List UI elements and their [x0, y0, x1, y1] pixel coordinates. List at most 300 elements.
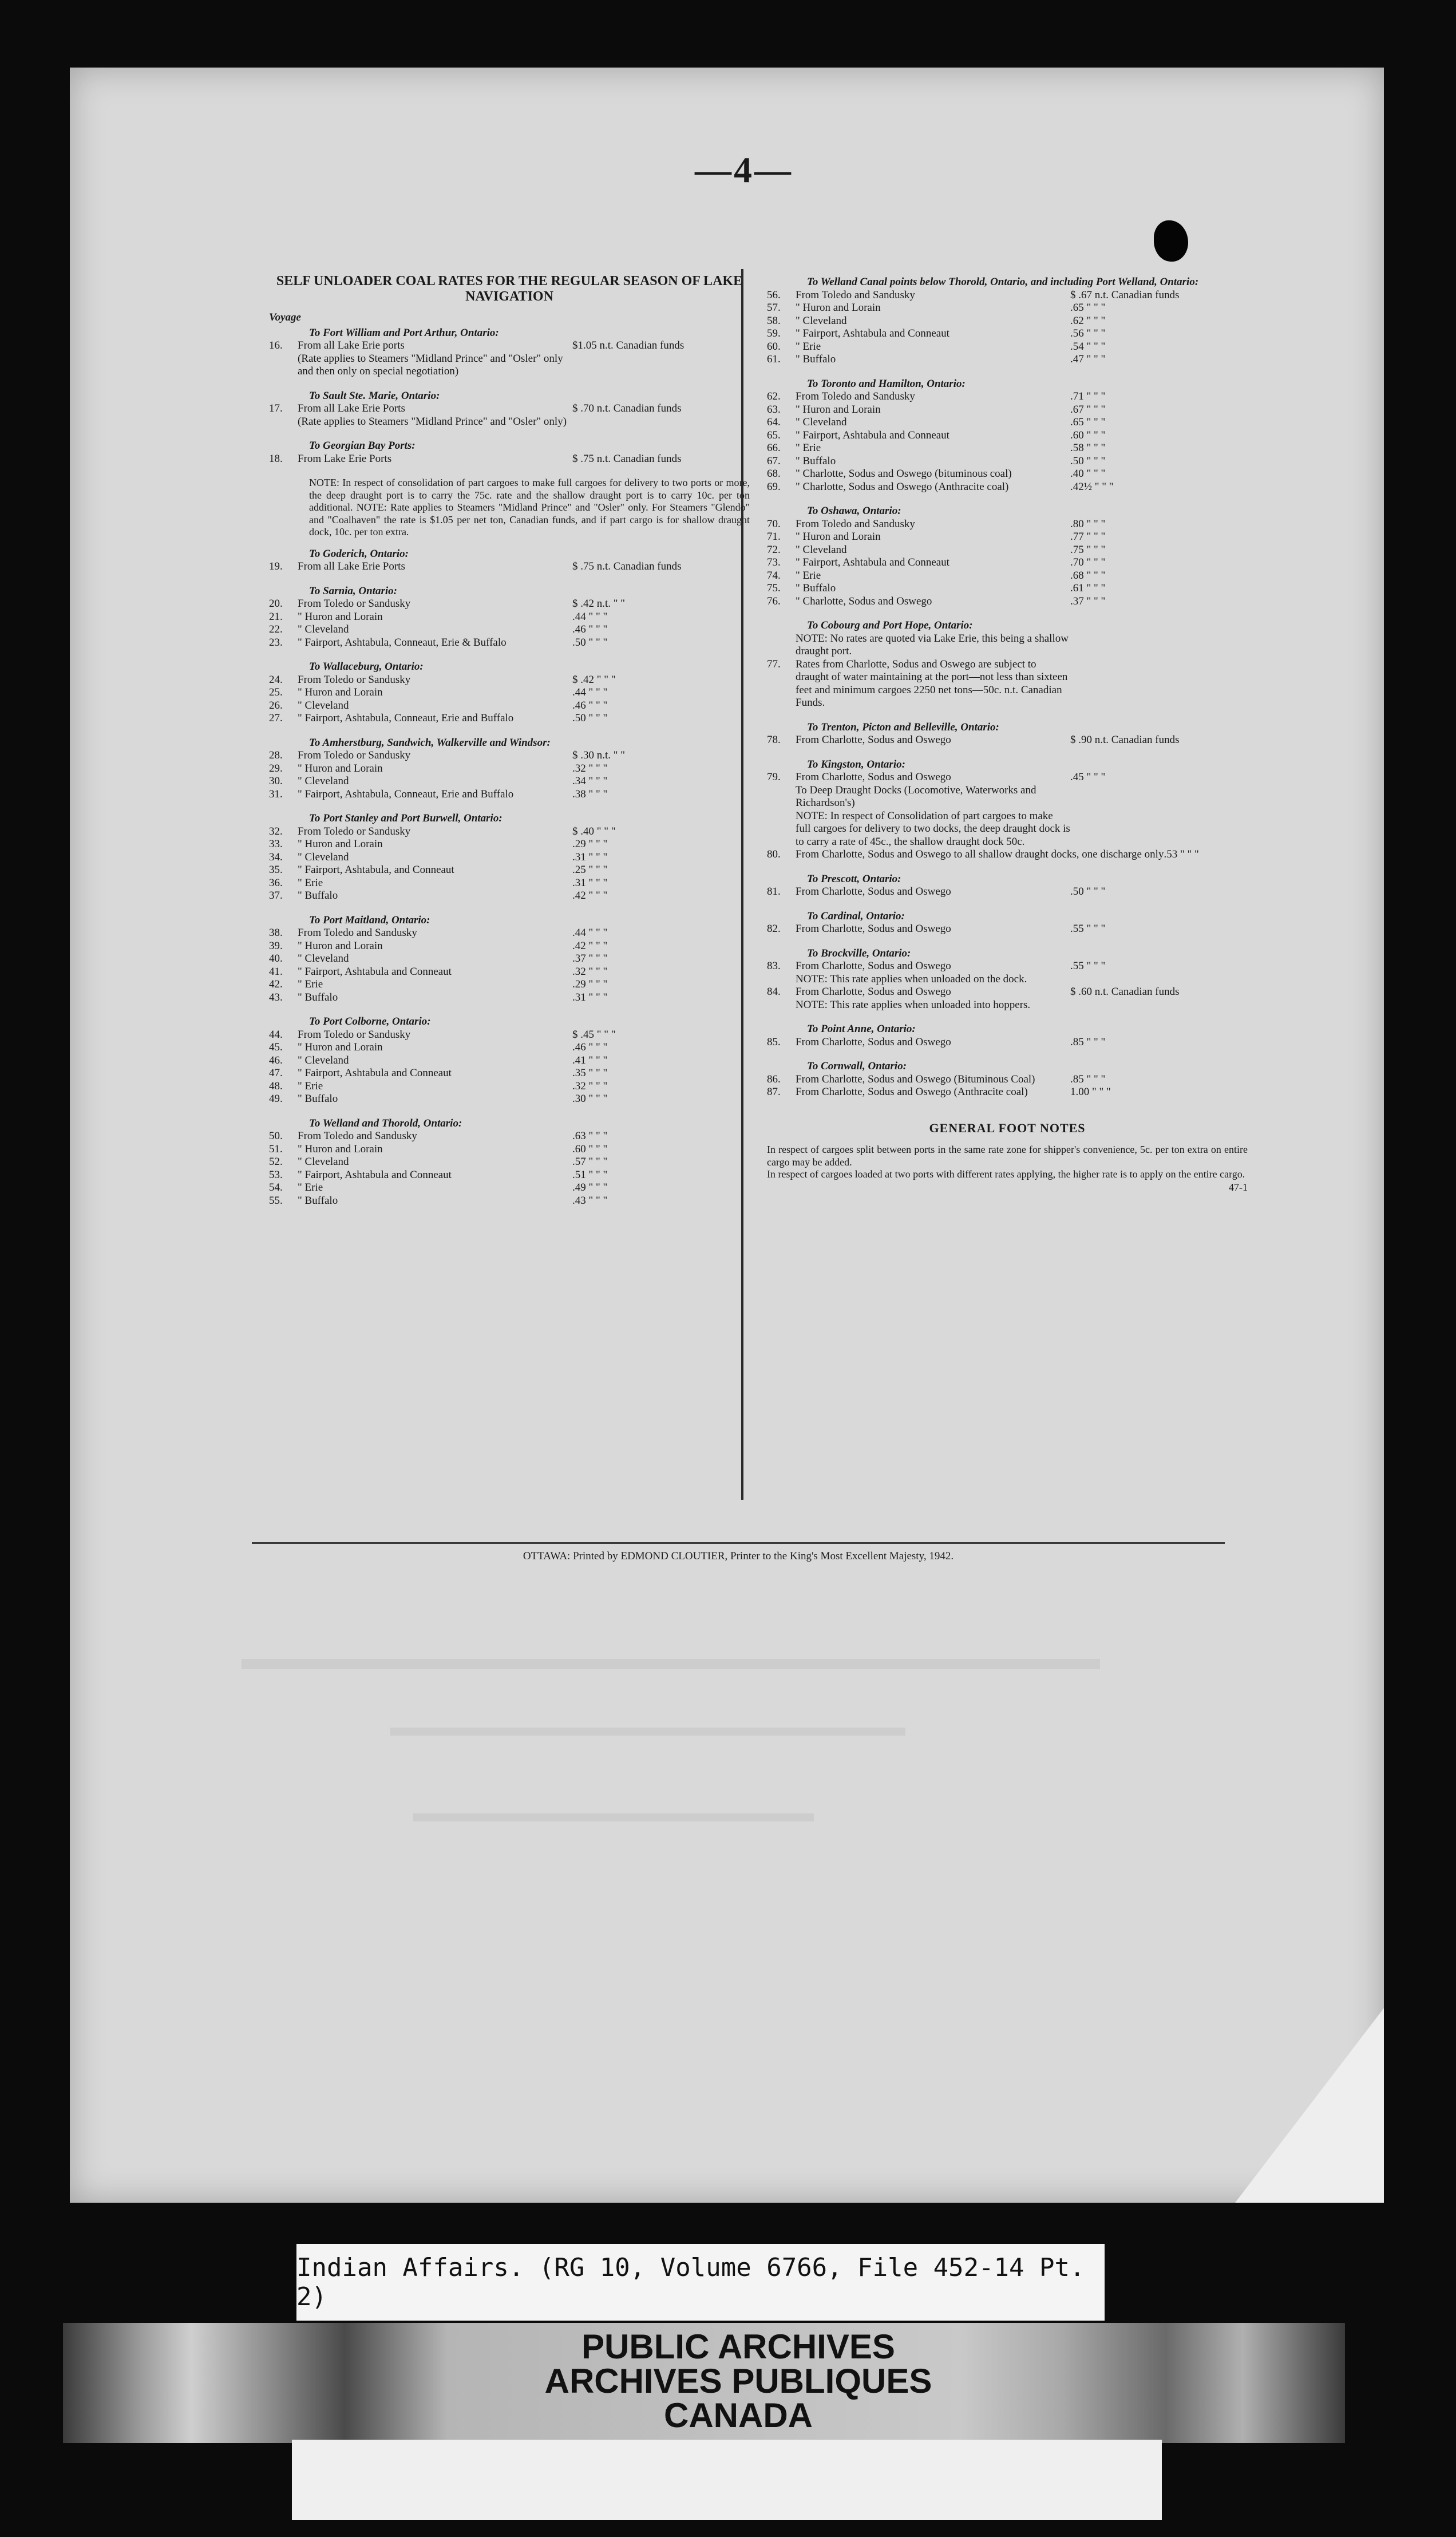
- rate-number: 60.: [767, 340, 781, 353]
- rate-section: [767, 758, 1248, 862]
- rate-row: [269, 686, 750, 700]
- rate-section: [767, 1060, 1248, 1099]
- rate-section: [767, 1023, 1248, 1049]
- rate-value: .44 " " ": [572, 927, 608, 939]
- rate-value: .67 " " ": [1070, 403, 1106, 416]
- rate-value: .44 " " ": [572, 610, 608, 623]
- rate-row: [767, 556, 1248, 570]
- rate-number: 46.: [269, 1054, 283, 1066]
- rate-value: [1070, 973, 1248, 986]
- rate-route: " Fairport, Ashtabula and Conneaut: [796, 556, 949, 568]
- rate-row: [269, 838, 750, 851]
- section-heading: To Cardinal, Ontario:: [807, 910, 905, 922]
- section-heading: To Goderich, Ontario:: [309, 547, 409, 560]
- rate-route: " Cleveland: [796, 314, 847, 327]
- rate-value: .60 " " ": [1070, 429, 1106, 441]
- rate-route: " Cleveland: [298, 623, 349, 635]
- rate-number: 32.: [269, 825, 283, 837]
- rate-row: [767, 302, 1248, 315]
- rate-value: .32 " " ": [572, 762, 608, 774]
- rate-value: $ .75 n.t. Canadian funds: [572, 560, 682, 572]
- rate-route: From Toledo and Sandusky: [796, 289, 915, 301]
- rate-route: NOTE: In respect of Consolidation of part cargoes to make full cargoes for delivery to two docks, the deep draught dock is to carry a rate of 45c., the shallow draught dock 50c.: [796, 809, 1070, 848]
- stamp-line-3: CANADA: [664, 2396, 813, 2435]
- rate-row: [269, 353, 750, 378]
- rate-number: 51.: [269, 1143, 283, 1155]
- rate-number: 87.: [767, 1086, 781, 1098]
- rate-route: From Charlotte, Sodus and Oswego: [796, 986, 951, 998]
- rate-number: 69.: [767, 480, 781, 493]
- rate-number: 30.: [269, 775, 283, 787]
- rate-number: 18.: [269, 452, 283, 465]
- rate-value: .31 " " ": [572, 851, 608, 863]
- rate-row: [269, 788, 750, 801]
- rate-number: 72.: [767, 543, 781, 556]
- rate-value: .57 " " ": [572, 1156, 608, 1168]
- rate-value: $ .70 n.t. Canadian funds: [572, 402, 682, 414]
- foot-note-1: In respect of cargoes split between ports in the same rate zone for shipper's convenience, 5c. per ton extra on entire cargo may be added.: [767, 1144, 1248, 1168]
- rate-route: " Huron and Lorain: [298, 610, 383, 623]
- rate-row: [269, 775, 750, 788]
- rate-number: 86.: [767, 1073, 781, 1085]
- rate-section: [269, 812, 750, 903]
- rate-number: 67.: [767, 455, 781, 467]
- section-heading: To Cornwall, Ontario:: [807, 1060, 907, 1072]
- rate-route: NOTE: No rates are quoted via Lake Erie, this being a shallow draught port.: [796, 632, 1069, 657]
- rate-number: 47.: [269, 1067, 283, 1079]
- rate-route: From Charlotte, Sodus and Oswego: [796, 886, 951, 898]
- rate-section: [767, 619, 1248, 710]
- rate-route: (Rate applies to Steamers "Midland Prince" and "Osler" only): [298, 415, 567, 428]
- rate-route: " Fairport, Ashtabula and Conneaut: [796, 429, 949, 441]
- rate-row: [767, 289, 1248, 302]
- section-heading: To Port Colborne, Ontario:: [309, 1015, 431, 1028]
- rate-route: " Cleveland: [298, 1156, 349, 1168]
- rate-value: $ .40 " " ": [572, 825, 616, 837]
- rate-value: .42 " " ": [572, 890, 608, 902]
- rate-route: From Toledo and Sandusky: [796, 517, 915, 530]
- rate-section: [269, 585, 750, 650]
- rate-route: From Charlotte, Sodus and Oswego (Bituminous Coal): [796, 1073, 1035, 1085]
- rate-number: 31.: [269, 788, 283, 800]
- rate-route: " Cleveland: [796, 416, 847, 428]
- rate-value: .37 " " ": [572, 953, 608, 965]
- rate-route: " Fairport, Ashtabula and Conneaut: [298, 965, 452, 978]
- rate-value: .85 " " ": [1070, 1036, 1106, 1048]
- rate-row: [767, 531, 1248, 544]
- rate-number: 34.: [269, 851, 283, 863]
- rate-number: [269, 353, 298, 378]
- left-rate-sections: [269, 327, 750, 1208]
- rate-row: [767, 923, 1248, 936]
- rate-route: " Fairport, Ashtabula and Conneaut: [298, 1168, 452, 1181]
- rate-value: .46 " " ": [572, 699, 608, 712]
- rate-route: " Huron and Lorain: [298, 1041, 383, 1053]
- rate-number: 65.: [767, 429, 781, 441]
- rate-value: .50 " " ": [1070, 886, 1106, 898]
- rate-section: [767, 276, 1248, 366]
- rate-number: 42.: [269, 978, 283, 990]
- rate-route: " Cleveland: [298, 1054, 349, 1066]
- rate-value: .60 " " ": [572, 1143, 608, 1155]
- rate-row: [767, 404, 1248, 417]
- rate-value: .32 " " ": [572, 965, 608, 978]
- rate-section: [767, 910, 1248, 936]
- rate-number: 28.: [269, 749, 283, 761]
- section-heading: To Oshawa, Ontario:: [807, 505, 901, 517]
- rate-value: .40 " " ": [1070, 468, 1106, 480]
- rate-row: [269, 560, 750, 574]
- rate-number: 80.: [767, 848, 781, 860]
- rate-route: " Huron and Lorain: [298, 1143, 383, 1155]
- rate-section: [269, 1015, 750, 1106]
- rate-value: .55 " " ": [1070, 923, 1106, 935]
- rate-row: [767, 734, 1248, 747]
- rate-route: From all Lake Erie ports: [298, 339, 405, 351]
- rate-value: [1070, 810, 1248, 849]
- rate-row: [269, 749, 750, 762]
- rate-value: $ .30 n.t. " ": [572, 749, 626, 761]
- rate-number: [767, 973, 796, 986]
- rate-route: " Erie: [298, 1181, 323, 1194]
- rate-number: 79.: [767, 771, 781, 783]
- rate-value: .25 " " ": [572, 864, 608, 876]
- rate-row: [269, 1143, 750, 1156]
- rate-value: .53 " " ": [1164, 848, 1199, 860]
- rate-value: .34 " " ": [572, 775, 608, 787]
- rate-number: 26.: [269, 699, 283, 712]
- rate-row: [269, 890, 750, 903]
- footer-rule: [252, 1542, 1225, 1544]
- rate-row: [269, 1169, 750, 1182]
- rate-route: " Huron and Lorain: [298, 939, 383, 952]
- rate-section: [269, 914, 750, 1005]
- rate-value: .43 " " ": [572, 1194, 608, 1207]
- rate-route: " Charlotte, Sodus and Oswego (Anthracite coal): [796, 480, 1009, 493]
- rate-route: NOTE: This rate applies when unloaded on the dock.: [796, 973, 1027, 985]
- rate-row: [767, 771, 1248, 784]
- rate-value: .37 " " ": [1070, 595, 1106, 607]
- rate-value: .50 " " ": [572, 636, 608, 649]
- rate-row: [269, 864, 750, 877]
- rate-value: .45 " " ": [1070, 771, 1106, 783]
- section-heading: To Trenton, Picton and Belleville, Ontario:: [807, 721, 999, 733]
- page-fold-corner: [1235, 2008, 1384, 2203]
- archive-citation-label: Indian Affairs. (RG 10, Volume 6766, File 452-14 Pt. 2): [296, 2244, 1105, 2321]
- page-number: —4—: [695, 149, 793, 190]
- section-heading: To Sault Ste. Marie, Ontario:: [309, 389, 440, 402]
- rate-value: $ .42 " " ": [572, 673, 616, 686]
- rate-row: [269, 1195, 750, 1208]
- rate-row: [767, 999, 1248, 1012]
- section-heading: To Prescott, Ontario:: [807, 872, 901, 885]
- rate-route: " Huron and Lorain: [298, 838, 383, 850]
- rate-row: [767, 658, 1248, 710]
- rate-row: [767, 341, 1248, 354]
- rate-route: From Lake Erie Ports: [298, 452, 392, 465]
- rate-value: $ .67 n.t. Canadian funds: [1070, 289, 1180, 301]
- right-rate-sections: [767, 276, 1248, 1099]
- rate-value: .56 " " ": [1070, 327, 1106, 339]
- rate-route: " Cleveland: [298, 953, 349, 965]
- rate-row: [269, 877, 750, 890]
- rate-route: From all Lake Erie Ports: [298, 560, 405, 572]
- rate-number: 50.: [269, 1130, 283, 1142]
- rate-row: [269, 978, 750, 991]
- voyage-label: Voyage: [269, 311, 301, 323]
- rate-row: [767, 886, 1248, 899]
- rate-number: 54.: [269, 1181, 283, 1194]
- section-heading: To Amherstburg, Sandwich, Walkerville and Windsor:: [309, 736, 551, 749]
- rate-row: [767, 315, 1248, 328]
- section-heading: To Fort William and Port Arthur, Ontario:: [309, 326, 499, 339]
- rate-row: [269, 953, 750, 966]
- rate-row: [269, 825, 750, 839]
- right-column: [767, 276, 1248, 1194]
- stamp-line-2: ARCHIVES PUBLIQUES: [544, 2362, 932, 2400]
- rate-value: .42½ " " ": [1070, 480, 1114, 493]
- left-column: [269, 274, 750, 1219]
- rate-row: [767, 1073, 1248, 1086]
- rate-value: .70 " " ": [1070, 556, 1106, 568]
- rate-number: 21.: [269, 610, 283, 623]
- rate-route: " Erie: [796, 340, 821, 353]
- rate-section: [269, 440, 750, 465]
- rate-route: " Buffalo: [298, 991, 338, 1003]
- rate-number: 45.: [269, 1041, 283, 1053]
- section-heading: To Welland and Thorold, Ontario:: [309, 1117, 462, 1129]
- rate-value: .46 " " ": [572, 623, 608, 635]
- rate-row: [269, 1041, 750, 1054]
- rate-value: .32 " " ": [572, 1080, 608, 1092]
- rate-row: [269, 453, 750, 466]
- rate-route: From Toledo or Sandusky: [298, 825, 411, 837]
- rate-row: [269, 1029, 750, 1042]
- rate-number: 33.: [269, 838, 283, 850]
- section-heading: To Georgian Bay Ports:: [309, 440, 416, 452]
- rate-number: 58.: [767, 314, 781, 327]
- rate-value: .62 " " ": [1070, 314, 1106, 327]
- rate-route: From Toledo or Sandusky: [298, 1028, 411, 1041]
- rate-row: [767, 468, 1248, 481]
- rate-number: 78.: [767, 734, 781, 746]
- rate-row: [767, 1086, 1248, 1099]
- rate-value: .29 " " ": [572, 978, 608, 990]
- rate-row: [767, 595, 1248, 608]
- rate-row: [269, 700, 750, 713]
- rate-number: 36.: [269, 876, 283, 889]
- rate-row: [767, 986, 1248, 999]
- rate-route: From Charlotte, Sodus and Oswego (Anthracite coal): [796, 1086, 1028, 1098]
- rate-value: .71 " " ": [1070, 390, 1106, 402]
- rate-row: [767, 973, 1248, 986]
- rate-route: " Buffalo: [796, 582, 836, 594]
- rate-number: 35.: [269, 864, 283, 876]
- rate-value: .61 " " ": [1070, 582, 1106, 594]
- archives-stamp: [395, 2324, 1082, 2439]
- rate-route: " Buffalo: [298, 1194, 338, 1207]
- rate-row: [269, 1130, 750, 1143]
- section-heading: To Welland Canal points below Thorold, Ontario, and including Port Welland, Ontario:: [807, 276, 1199, 288]
- rate-row: [269, 611, 750, 624]
- rate-value: .31 " " ": [572, 876, 608, 889]
- rate-value: .65 " " ": [1070, 416, 1106, 428]
- rate-number: 16.: [269, 339, 283, 351]
- rate-route: " Huron and Lorain: [298, 762, 383, 774]
- rate-number: [269, 416, 298, 429]
- rate-number: [767, 810, 796, 849]
- rate-value: [572, 353, 750, 378]
- rate-route: From Toledo and Sandusky: [298, 927, 417, 939]
- rate-number: 49.: [269, 1093, 283, 1105]
- rate-value: [572, 416, 750, 429]
- rate-route: " Huron and Lorain: [796, 403, 881, 416]
- rate-number: 66.: [767, 442, 781, 454]
- rate-number: [767, 784, 796, 810]
- rate-number: 17.: [269, 402, 283, 414]
- rate-number: 27.: [269, 712, 283, 724]
- rate-route: " Buffalo: [298, 1093, 338, 1105]
- form-number: 47-1: [1229, 1181, 1248, 1193]
- rate-number: 62.: [767, 390, 781, 402]
- rate-route: " Fairport, Ashtabula, Conneaut, Erie & Buffalo: [298, 636, 507, 649]
- rate-route: Rates from Charlotte, Sodus and Oswego are subject to draught of water maintaining at the port—not less than sixteen feet and minimum cargoes 2250 net tons—50c. n.t. Canadian Funds.: [796, 658, 1068, 709]
- rate-route: From Charlotte, Sodus and Oswego: [796, 734, 951, 746]
- rate-number: 24.: [269, 673, 283, 686]
- section-heading: To Toronto and Hamilton, Ontario:: [807, 377, 966, 390]
- rate-value: $1.05 n.t. Canadian funds: [572, 339, 685, 351]
- rate-row: [269, 598, 750, 611]
- page-title: SELF UNLOADER COAL RATES FOR THE REGULAR SEASON OF LAKE NAVIGATION: [276, 274, 743, 304]
- rate-section: [269, 327, 750, 378]
- rate-route: " Cleveland: [796, 543, 847, 556]
- rate-row: [767, 960, 1248, 973]
- rate-value: .42 " " ": [572, 939, 608, 952]
- rate-route: " Erie: [796, 569, 821, 582]
- rate-number: 64.: [767, 416, 781, 428]
- rate-route: From Charlotte, Sodus and Oswego to all shallow draught docks, one discharge only: [796, 848, 1164, 860]
- rate-route: " Huron and Lorain: [796, 531, 881, 543]
- rate-section: [767, 505, 1248, 608]
- rate-section: [269, 548, 750, 574]
- rate-row: [767, 455, 1248, 468]
- section-heading: To Cobourg and Port Hope, Ontario:: [807, 619, 973, 631]
- rate-row: [269, 637, 750, 650]
- rate-row: [269, 991, 750, 1005]
- rate-number: 81.: [767, 886, 781, 898]
- rate-row: [269, 402, 750, 416]
- rate-section: [767, 873, 1248, 899]
- rate-value: .68 " " ": [1070, 569, 1106, 582]
- section-heading: To Port Maitland, Ontario:: [309, 914, 430, 926]
- rate-route: From Toledo or Sandusky: [298, 598, 411, 610]
- rate-value: .46 " " ": [572, 1041, 608, 1053]
- section-heading: To Point Anne, Ontario:: [807, 1023, 916, 1035]
- rate-number: 52.: [269, 1156, 283, 1168]
- rate-value: $ .90 n.t. Canadian funds: [1070, 734, 1180, 746]
- rate-value: .85 " " ": [1070, 1073, 1106, 1085]
- rate-row: [269, 339, 750, 353]
- rate-route: From all Lake Erie Ports: [298, 402, 405, 414]
- rate-route: " Fairport, Ashtabula and Conneaut: [298, 1067, 452, 1079]
- rate-number: 73.: [767, 556, 781, 568]
- rate-number: 57.: [767, 302, 781, 314]
- rate-row: [767, 582, 1248, 595]
- rate-row: [767, 390, 1248, 404]
- bleed-through-line: [242, 1659, 1100, 1669]
- rate-number: 71.: [767, 531, 781, 543]
- rate-section: [269, 661, 750, 725]
- rate-number: [767, 999, 796, 1012]
- rate-route: " Erie: [298, 876, 323, 889]
- rate-number: 74.: [767, 569, 781, 582]
- stamp-line-1: PUBLIC ARCHIVES: [581, 2327, 895, 2366]
- section-heading: To Port Stanley and Port Burwell, Ontario:: [309, 812, 503, 824]
- rate-row: [767, 518, 1248, 531]
- rate-row: [767, 327, 1248, 341]
- rate-value: .30 " " ": [572, 1093, 608, 1105]
- rate-section: [269, 390, 750, 429]
- rate-number: 38.: [269, 927, 283, 939]
- rate-value: .50 " " ": [572, 712, 608, 724]
- rate-section: [269, 1117, 750, 1208]
- section-note: NOTE: In respect of consolidation of part cargoes to make full cargoes for delivery to two ports or more, the deep draught port is to carry the 75c. rate and the shallow draught port is to carry 10c. per ton additional. NOTE: Rate applies to Steamers "Midland Prince" and "Osler" only. For Steamers "Glendo" and "Coalhaven" the rate is $1.05 per net ton, Canadian funds, and if part cargo is for shallow draught dock, 10c. per ton extra.: [309, 477, 750, 538]
- rate-value: .65 " " ": [1070, 302, 1106, 314]
- rate-value: .29 " " ": [572, 838, 608, 850]
- rate-route: To Deep Draught Docks (Locomotive, Waterworks and Richardson's): [796, 784, 1036, 809]
- rate-route: " Charlotte, Sodus and Oswego: [796, 595, 932, 607]
- rate-row: [767, 481, 1248, 494]
- rate-number: 63.: [767, 403, 781, 416]
- rate-value: .44 " " ": [572, 686, 608, 698]
- rate-row: [767, 429, 1248, 442]
- rate-value: .63 " " ": [572, 1130, 608, 1142]
- rate-route: " Buffalo: [796, 353, 836, 365]
- rate-value: $ .42 n.t. " ": [572, 598, 626, 610]
- rate-row: [269, 674, 750, 687]
- rate-section: [269, 737, 750, 801]
- rate-row: [269, 966, 750, 979]
- rate-number: 61.: [767, 353, 781, 365]
- rate-route: From Charlotte, Sodus and Oswego: [796, 960, 951, 972]
- rate-value: .50 " " ": [1070, 455, 1106, 467]
- rate-value: [1070, 633, 1248, 658]
- rate-row: [269, 1080, 750, 1093]
- bleed-through-line: [413, 1813, 814, 1821]
- rate-row: [269, 762, 750, 776]
- section-heading: To Brockville, Ontario:: [807, 947, 911, 959]
- rate-value: [1070, 658, 1248, 710]
- rate-value: .77 " " ": [1070, 531, 1106, 543]
- rate-number: 83.: [767, 960, 781, 972]
- rate-route: From Toledo or Sandusky: [298, 749, 411, 761]
- rate-row: [767, 810, 1248, 849]
- rate-number: 20.: [269, 598, 283, 610]
- rate-row: [269, 940, 750, 953]
- rate-route: " Huron and Lorain: [796, 302, 881, 314]
- rate-route: " Buffalo: [298, 890, 338, 902]
- rate-number: 25.: [269, 686, 283, 698]
- rate-value: .35 " " ": [572, 1067, 608, 1079]
- rate-row: [269, 1054, 750, 1068]
- rate-value: $ .45 " " ": [572, 1028, 616, 1041]
- rate-value: .75 " " ": [1070, 543, 1106, 556]
- rate-value: .80 " " ": [1070, 517, 1106, 530]
- rate-route: " Cleveland: [298, 775, 349, 787]
- rate-value: .55 " " ": [1070, 960, 1106, 972]
- rate-number: 23.: [269, 636, 283, 649]
- rate-route: " Erie: [298, 978, 323, 990]
